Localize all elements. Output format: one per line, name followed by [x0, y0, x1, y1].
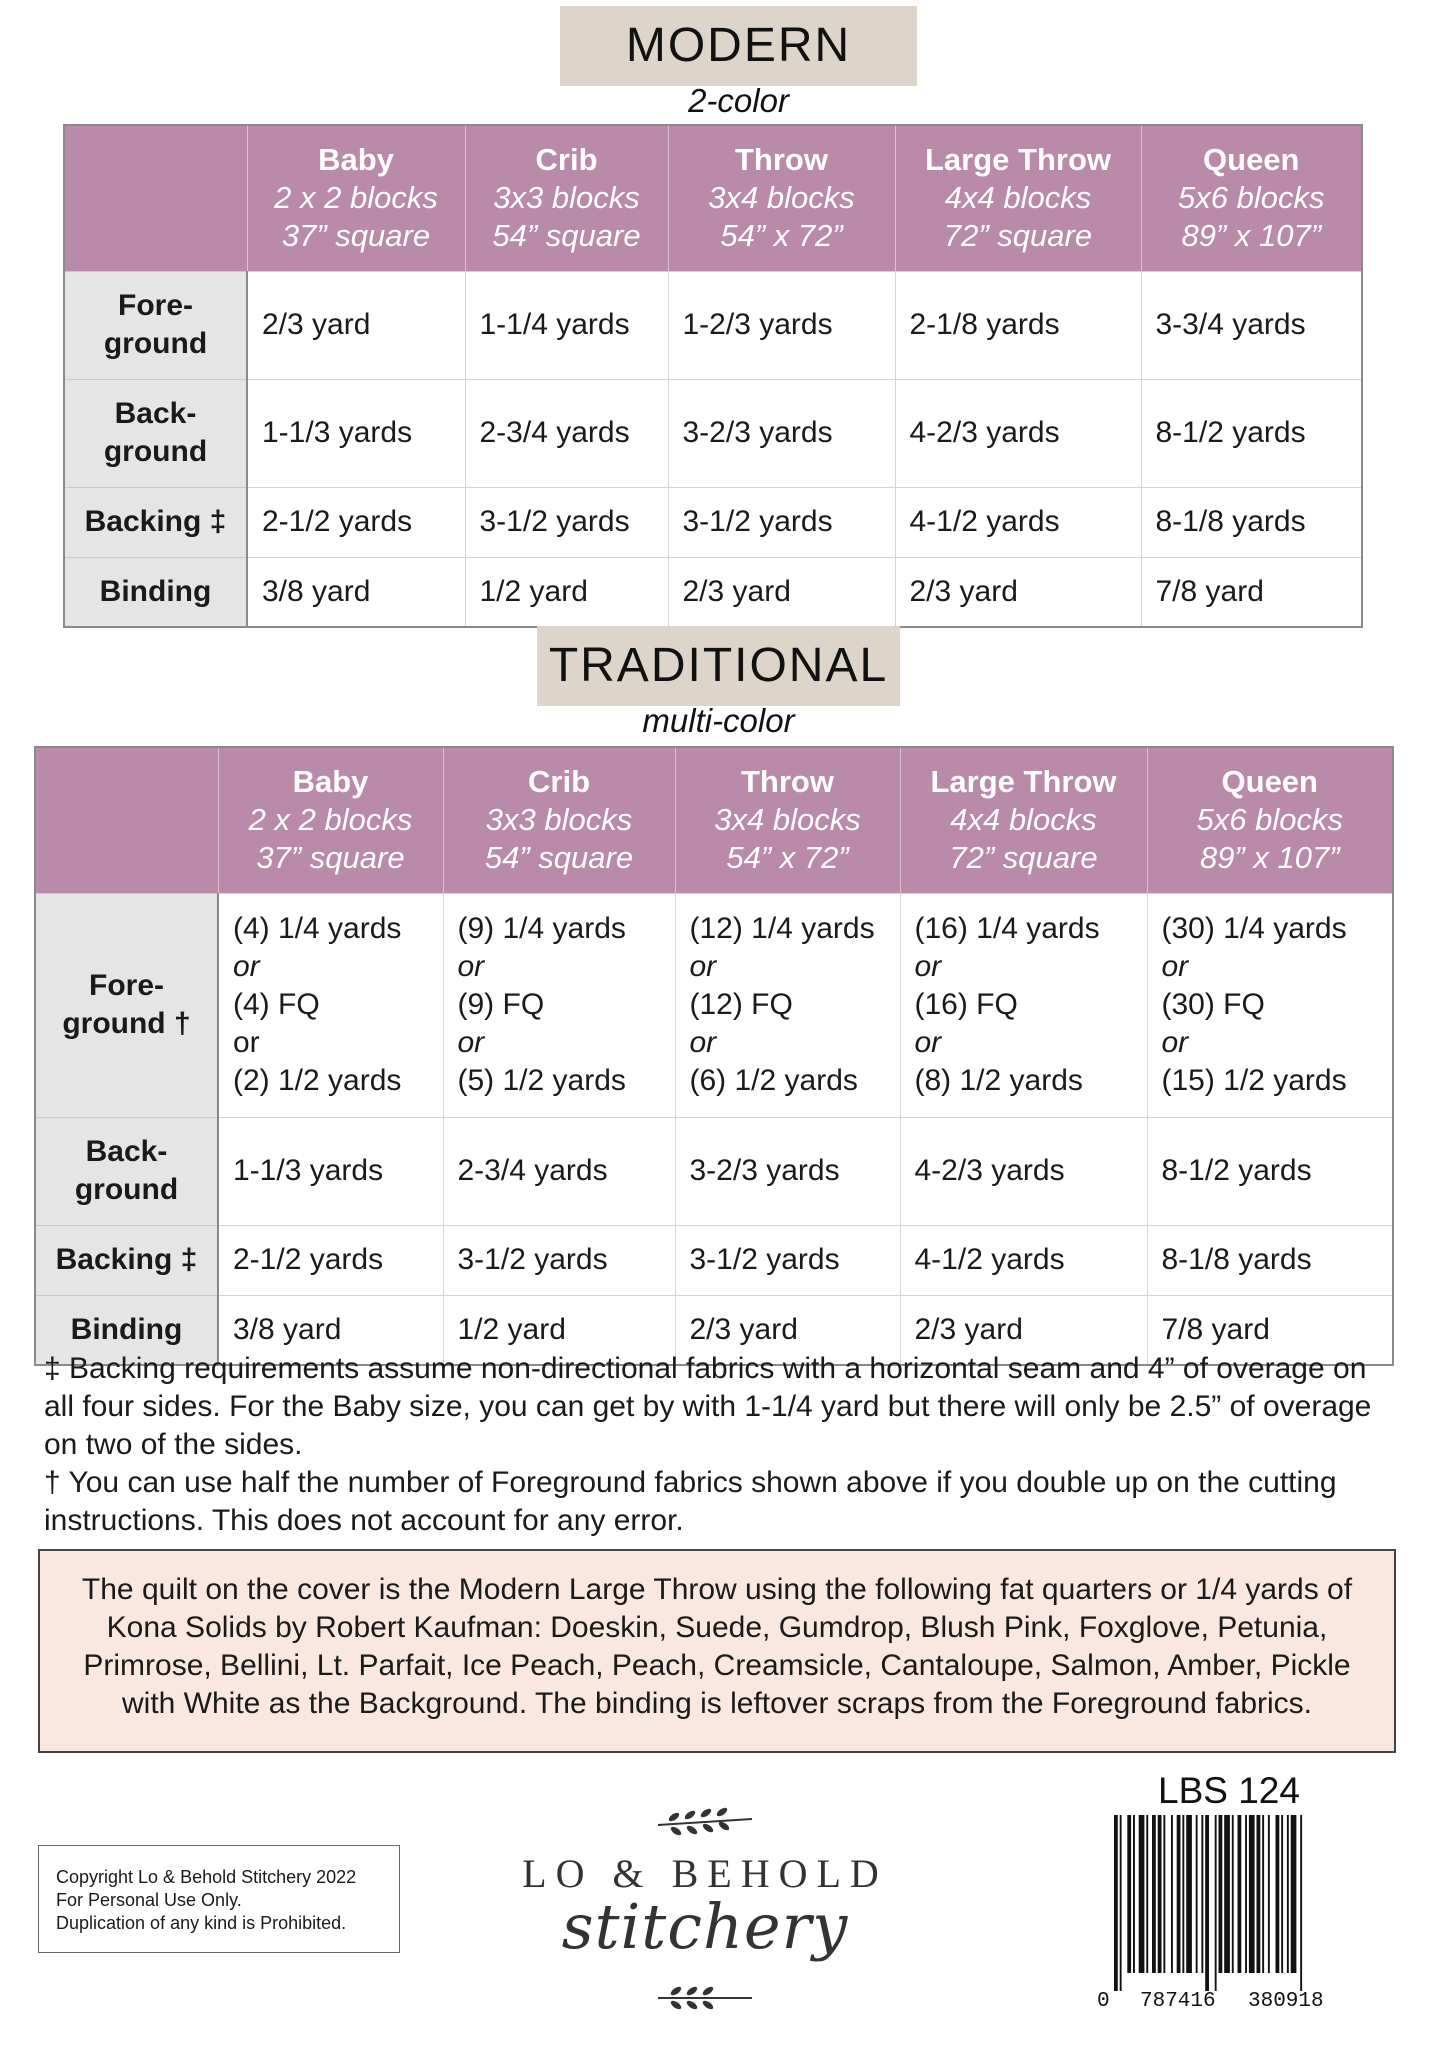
amount-line: or — [457, 950, 485, 983]
row-label-line: ground † — [62, 1007, 191, 1040]
amount-cell: 4-2/3 yards — [895, 379, 1141, 487]
size-header-large-throw — [895, 125, 1141, 271]
size-blocks: 2 x 2 blocks — [248, 802, 413, 838]
row-label-line: Fore- — [118, 289, 193, 322]
row-label-line: ground — [74, 1173, 179, 1206]
amount-cell: 1/2 yard — [465, 557, 668, 627]
barcode-bar — [1120, 1815, 1122, 1991]
barcode-bar — [1177, 1815, 1181, 1973]
barcode-bar — [1300, 1815, 1302, 1991]
amount-cell: 3-1/2 yards — [443, 1225, 675, 1295]
amount-cell — [675, 893, 900, 1117]
size-header-crib — [443, 747, 675, 893]
size-blocks: 4x4 blocks — [944, 180, 1092, 216]
product-code: LBS 124 — [1158, 1770, 1300, 1811]
amount-line: or — [914, 950, 942, 983]
amount-line: (16) 1/4 yards — [914, 912, 1100, 945]
size-dimensions: 54” square — [492, 218, 641, 254]
barcode-bar — [1152, 1815, 1156, 1973]
amount-cell: 7/8 yard — [1141, 557, 1362, 627]
amount-line: (9) FQ — [457, 988, 545, 1021]
size-header-queen — [1141, 125, 1362, 271]
row-label-line: ground — [103, 435, 208, 468]
barcode-bar — [1262, 1815, 1264, 1973]
barcode-bar — [1224, 1815, 1230, 1973]
amount-cell: 4-1/2 yards — [895, 487, 1141, 557]
barcode-bar — [1201, 1815, 1203, 1973]
barcode-bar — [1205, 1815, 1209, 1991]
amount-cell — [443, 893, 675, 1117]
laurel-sprig-top-icon — [650, 1805, 760, 1841]
traditional-header-row — [35, 747, 1393, 893]
amount-line: (9) 1/4 yards — [457, 912, 626, 945]
traditional-title: TRADITIONAL — [537, 626, 900, 706]
size-name: Crib — [535, 142, 598, 178]
row-label — [64, 557, 247, 627]
cover-quilt-note — [38, 1549, 1396, 1753]
size-name: Queen — [1221, 764, 1318, 800]
size-header-throw — [668, 125, 895, 271]
amount-cell: 2/3 yard — [247, 271, 465, 379]
amount-cell: 3/8 yard — [218, 1295, 443, 1365]
barcode-bar — [1133, 1815, 1135, 1973]
row-label — [35, 1117, 218, 1225]
row-label-line: ground — [103, 327, 208, 360]
row-label-line: Fore- — [89, 969, 164, 1002]
size-name: Throw — [741, 764, 834, 800]
barcode-bar — [1291, 1815, 1297, 1973]
amount-cell: 2/3 yard — [668, 557, 895, 627]
amount-line: (4) FQ — [233, 988, 320, 1021]
amount-line: (8) 1/2 yards — [914, 1064, 1083, 1097]
amount-cell: 1-1/3 yards — [218, 1117, 443, 1225]
size-header-large-throw — [900, 747, 1147, 893]
copyright-line-1: Copyright Lo & Behold Stitchery 2022 — [56, 1867, 357, 1887]
row-label-line: Backing ‡ — [55, 1243, 198, 1276]
barcode-bar — [1232, 1815, 1234, 1973]
barcode-bar — [1171, 1815, 1173, 1973]
amount-cell: 3-2/3 yards — [668, 379, 895, 487]
barcode-bar — [1249, 1815, 1255, 1973]
amount-cell: 2/3 yard — [895, 557, 1141, 627]
size-dimensions: 89” x 107” — [1199, 840, 1340, 876]
traditional-subtitle: multi-color — [642, 702, 795, 739]
modern-title: MODERN — [560, 6, 917, 86]
amount-line: or — [689, 950, 717, 983]
amount-cell: 2-1/8 yards — [895, 271, 1141, 379]
copyright-line-3: Duplication of any kind is Prohibited. — [56, 1913, 347, 1933]
barcode-bar — [1219, 1815, 1223, 1973]
amount-cell — [1147, 893, 1393, 1117]
barcode-bar — [1139, 1815, 1145, 1973]
amount-line: (15) 1/2 yards — [1161, 1064, 1347, 1097]
amount-cell: 1-1/4 yards — [465, 271, 668, 379]
size-name: Large Throw — [930, 764, 1117, 800]
table-row — [64, 379, 1362, 487]
amount-cell: 1-1/3 yards — [247, 379, 465, 487]
logo-script: stitchery — [561, 1890, 849, 1963]
table-row — [64, 271, 1362, 379]
barcode-bar — [1281, 1815, 1283, 1973]
amount-line: or — [1161, 1026, 1189, 1059]
amount-cell: 4-1/2 yards — [900, 1225, 1147, 1295]
amount-cell: 2/3 yard — [675, 1295, 900, 1365]
size-name: Baby — [318, 142, 394, 178]
size-name: Baby — [292, 764, 369, 800]
cover-quilt-text: The quilt on the cover is the Modern Large Throw using the following fat quarters or 1/4 yards of Kona Solids by Robert Kaufman: Doeskin, Suede, Gumdrop, Blush Pink, Foxglove, Petunia, Primrose, Bellini, Lt. Parfait, Ice Peach, Peach, Creamsicle, Cantaloupe, Salmon, Amber, Pickle with White as the Background. The binding is leftover scraps from the Foreground fabrics. — [81, 1573, 1353, 1720]
amount-line: or — [689, 1026, 717, 1059]
row-label — [64, 271, 247, 379]
barcode-bar — [1276, 1815, 1280, 1973]
amount-cell: 2-1/2 yards — [218, 1225, 443, 1295]
barcode-bar — [1287, 1815, 1289, 1973]
size-name: Crib — [528, 764, 590, 800]
size-blocks: 3x4 blocks — [714, 802, 861, 838]
row-label — [64, 379, 247, 487]
row-label-line: Back- — [85, 1135, 168, 1168]
header-corner — [64, 125, 247, 271]
amount-cell: 8-1/2 yards — [1147, 1117, 1393, 1225]
amount-cell: 2-3/4 yards — [443, 1117, 675, 1225]
size-blocks: 5x6 blocks — [1196, 802, 1343, 838]
logo-wordmark: LO & BEHOLD — [522, 1851, 888, 1896]
barcode-bar — [1268, 1815, 1270, 1973]
barcode-digits-middle: 787416 — [1140, 1990, 1216, 2013]
barcode-bar — [1245, 1815, 1247, 1973]
size-dimensions: 54” square — [484, 840, 634, 876]
barcode-bar — [1215, 1815, 1217, 1991]
copyright-line-2: For Personal Use Only. — [56, 1890, 242, 1910]
row-label — [35, 893, 218, 1117]
table-row — [35, 1117, 1393, 1225]
copyright-box — [38, 1845, 400, 1953]
size-dimensions: 72” square — [943, 218, 1093, 254]
barcode-bar — [1196, 1815, 1198, 1973]
modern-requirements-table — [63, 124, 1363, 628]
size-name: Large Throw — [924, 142, 1111, 178]
amount-cell: 3-3/4 yards — [1141, 271, 1362, 379]
barcode-bar — [1127, 1815, 1131, 1973]
amount-line: or — [233, 950, 260, 983]
size-header-baby — [218, 747, 443, 893]
amount-line: or — [914, 1026, 942, 1059]
row-label — [64, 487, 247, 557]
row-label — [35, 1225, 218, 1295]
barcode-bar — [1238, 1815, 1242, 1973]
size-name: Queen — [1203, 142, 1300, 178]
amount-line: (30) FQ — [1161, 988, 1265, 1021]
row-label-line: Back- — [114, 397, 197, 430]
size-blocks: 5x6 blocks — [1178, 180, 1325, 216]
barcode-bar — [1257, 1815, 1261, 1973]
size-dimensions: 37” square — [281, 218, 431, 254]
backing-footnote: ‡ Backing requirements assume non-directional fabrics with a horizontal seam and 4” of overage on all four sides. For the Baby size, you can get by with 1-1/4 yard but there will only be 2.5” of overage on two of the sides. — [44, 1352, 1372, 1461]
size-dimensions: 37” square — [256, 840, 405, 876]
size-header-queen — [1147, 747, 1393, 893]
amount-cell: 7/8 yard — [1147, 1295, 1393, 1365]
amount-cell: 3/8 yard — [247, 557, 465, 627]
modern-header-row — [64, 125, 1362, 271]
barcode-bar — [1182, 1815, 1184, 1973]
amount-cell: 2/3 yard — [900, 1295, 1147, 1365]
amount-cell: 8-1/8 yards — [1147, 1225, 1393, 1295]
barcode-bar — [1163, 1815, 1165, 1973]
size-dimensions: 72” square — [949, 840, 1098, 876]
foreground-footnote: † You can use half the number of Foreground fabrics shown above if you double up on the cutting instructions. This does not account for any error. — [44, 1466, 1337, 1537]
amount-cell: 2-1/2 yards — [247, 487, 465, 557]
amount-line: (6) 1/2 yards — [689, 1064, 858, 1097]
amount-cell: 3-1/2 yards — [465, 487, 668, 557]
barcode-bar — [1158, 1815, 1162, 1973]
amount-line: (5) 1/2 yards — [457, 1064, 626, 1097]
size-dimensions: 54” x 72” — [720, 218, 843, 254]
size-header-baby — [247, 125, 465, 271]
table-row-foreground — [35, 893, 1393, 1117]
amount-cell: 2-3/4 yards — [465, 379, 668, 487]
footnotes — [44, 1350, 1394, 1540]
amount-line: (12) 1/4 yards — [689, 912, 875, 945]
amount-cell: 1/2 yard — [443, 1295, 675, 1365]
size-blocks: 3x4 blocks — [708, 180, 855, 216]
table-row — [35, 1225, 1393, 1295]
size-header-throw — [675, 747, 900, 893]
amount-cell: 1-2/3 yards — [668, 271, 895, 379]
amount-line: (30) 1/4 yards — [1161, 912, 1347, 945]
size-blocks: 2 x 2 blocks — [274, 180, 438, 216]
amount-line: or — [233, 1026, 260, 1059]
size-blocks: 3x3 blocks — [485, 802, 633, 838]
barcode — [1110, 1815, 1355, 1991]
barcode-bar — [1146, 1815, 1148, 1973]
header-corner — [35, 747, 218, 893]
amount-cell: 8-1/8 yards — [1141, 487, 1362, 557]
amount-cell: 3-2/3 yards — [675, 1117, 900, 1225]
table-row — [64, 487, 1362, 557]
table-row — [64, 557, 1362, 627]
amount-cell: 4-2/3 yards — [900, 1117, 1147, 1225]
size-blocks: 3x3 blocks — [493, 180, 640, 216]
barcode-bar — [1186, 1815, 1192, 1973]
row-label-line: Binding — [70, 1312, 183, 1346]
modern-subtitle: 2-color — [688, 82, 789, 119]
laurel-sprig-bottom-icon — [650, 1980, 760, 2016]
traditional-requirements-table — [34, 746, 1394, 1366]
row-label-line: Binding — [99, 574, 212, 608]
size-blocks: 4x4 blocks — [950, 802, 1097, 838]
amount-cell: 3-1/2 yards — [675, 1225, 900, 1295]
amount-cell: 3-1/2 yards — [668, 487, 895, 557]
size-header-crib — [465, 125, 668, 271]
size-name: Throw — [735, 142, 828, 178]
barcode-digit-left: 0 — [1097, 1990, 1110, 2013]
size-dimensions: 54” x 72” — [726, 840, 849, 876]
amount-line: or — [1161, 950, 1189, 983]
amount-line: (2) 1/2 yards — [233, 1064, 402, 1097]
amount-cell — [900, 893, 1147, 1117]
amount-cell: 8-1/2 yards — [1141, 379, 1362, 487]
size-dimensions: 89” x 107” — [1181, 218, 1322, 254]
row-label-line: Backing ‡ — [84, 505, 227, 538]
amount-line: (12) FQ — [689, 988, 793, 1021]
barcode-digits-right: 380918 — [1248, 1990, 1324, 2013]
amount-line: or — [457, 1026, 485, 1059]
amount-line: (16) FQ — [914, 988, 1018, 1021]
amount-line: (4) 1/4 yards — [233, 912, 402, 945]
barcode-bar — [1114, 1815, 1118, 1991]
amount-cell — [218, 893, 443, 1117]
